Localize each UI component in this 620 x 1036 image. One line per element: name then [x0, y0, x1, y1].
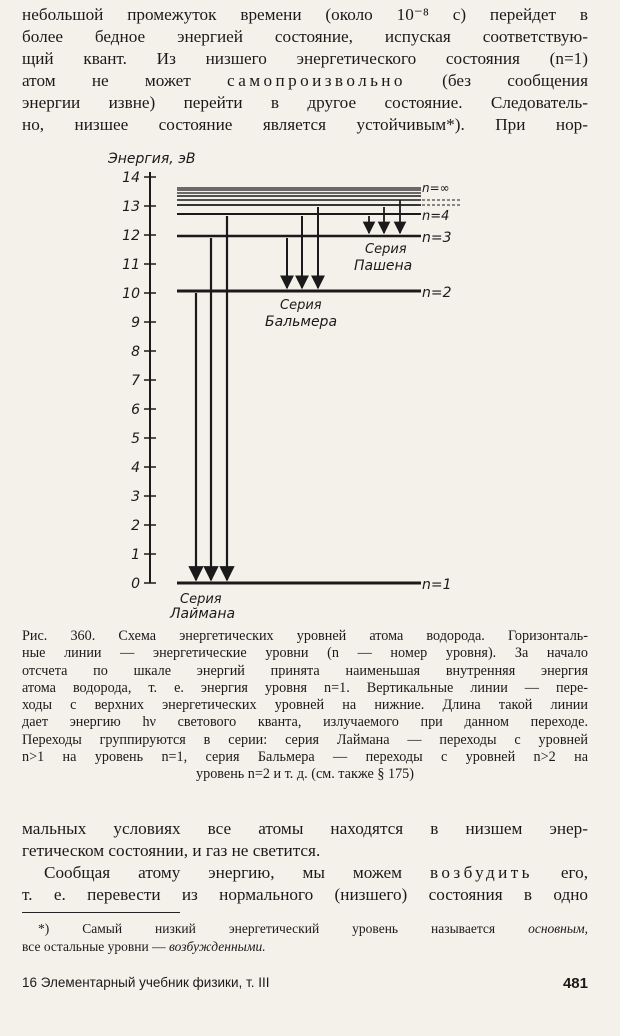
intro-paragraph [22, 4, 588, 136]
axis-tick-label: 11 [122, 257, 140, 273]
body-paragraph [22, 818, 588, 906]
label-n4: n=4 [422, 209, 450, 224]
book-signature: 16 Элементарный учебник физики, т. III [22, 975, 270, 990]
paschen-label-2: Пашена [354, 258, 413, 274]
energy-level-diagram [100, 140, 470, 620]
figure-caption [22, 628, 588, 784]
axis-title: Энергия, эВ [108, 151, 196, 167]
footnote-line-2 [22, 938, 588, 956]
caption-line: Рис. 360. Схема энергетических уровней атома водорода. Горизонталь- [22, 628, 588, 644]
label-n-infinity: n=∞ [422, 181, 450, 195]
intro-line-2: более бедное энергией состояние, испуская соответствую- [22, 27, 588, 46]
caption-line: Переходы группируются в серии: серия Лаймана — переходы с уровней [22, 731, 588, 748]
balmer-label-2: Бальмера [265, 314, 338, 330]
footnote-line-1-a: *) Самый низкий энергетический уровень называется [38, 921, 496, 936]
footnote-line-2-a: все остальные уровни — [22, 939, 166, 954]
lyman-label-1: Серия [180, 592, 222, 607]
footnote [22, 920, 588, 956]
body-line-3-a: Сообщая атому энергию, мы можем [44, 863, 403, 882]
body-line-3 [22, 862, 588, 884]
axis-tick-label: 8 [131, 344, 140, 360]
axis-tick-label: 13 [122, 199, 140, 215]
paschen-label-1: Серия [365, 242, 407, 257]
axis-tick-label: 4 [131, 460, 140, 476]
axis-tick-label: 9 [131, 315, 140, 331]
label-dashes [422, 200, 460, 205]
caption-line: уровень n=2 и т. д. (см. также § 175) [196, 766, 414, 783]
caption-line: дает энергию hν светового кванта, излучаемого при данном переходе. [22, 714, 588, 731]
caption-line: атома водорода, т. е. энергия уровня n=1. Вертикальные линии — пере- [22, 679, 588, 696]
intro-line-4-b: (без сообщения [442, 71, 588, 90]
axis-tick-label: 0 [131, 576, 140, 592]
footnote-emphasis-2: возбужденными. [168, 939, 266, 954]
intro-line-3: щий квант. Из низшего энергетического состояния (n=1) [22, 49, 588, 68]
body-line-1: мальных условиях все атомы находятся в низшем энер- [22, 819, 588, 838]
intro-line-4-a: атом не может [22, 71, 191, 90]
intro-line-5: энергии извне) перейти в другое состояние. Следователь- [22, 93, 588, 112]
balmer-series-arrows [287, 207, 318, 288]
axis-tick-label: 2 [131, 518, 140, 534]
footnote-line-1 [22, 920, 588, 938]
axis-tick-label: 6 [131, 402, 140, 418]
axis-tick-label: 12 [122, 228, 140, 244]
body-line-4: т. е. перевести из нормального (низшего) состояния в одно [22, 885, 588, 904]
intro-line-6: но, низшее состояние является устойчивым*). При нор- [22, 115, 588, 134]
label-n3: n=3 [422, 230, 452, 246]
caption-line: ные линии — энергетические уровни (n — номер уровня). За начало [22, 645, 588, 662]
page-number: 481 [562, 975, 588, 992]
label-n2: n=2 [422, 285, 452, 301]
axis-tick-label: 7 [131, 373, 140, 389]
axis-tick-label: 5 [131, 431, 140, 447]
caption-line: n>1 на уровень n=1, серия Бальмера — переходы с уровней n>2 на [22, 749, 588, 766]
body-spaced-word: возбудить [430, 863, 533, 882]
intro-line-1: небольшой промежуток времени (около 10⁻⁸ с) перейдет в [22, 5, 588, 24]
intro-spaced-word: самопроизвольно [227, 71, 406, 90]
footnote-rule [22, 912, 180, 913]
caption-line: ходы с верхних энергетических уровней на нижние. Длина такой линии [22, 697, 588, 714]
lyman-label-2: Лаймана [170, 606, 236, 620]
intro-line-4 [22, 70, 588, 92]
footnote-emphasis-1: основным, [528, 921, 588, 936]
axis-tick-label: 1 [131, 547, 140, 563]
axis-tick-label: 10 [122, 286, 140, 302]
lyman-series-arrows [196, 216, 227, 580]
label-n1: n=1 [422, 577, 452, 593]
levels-converging-to-ionization [177, 188, 421, 205]
axis-tick-label: 14 [122, 170, 140, 186]
body-line-3-b: его, [560, 863, 588, 882]
body-line-2: гетическом состоянии, и газ не светится. [22, 841, 321, 860]
axis-tick-label: 3 [131, 489, 140, 505]
caption-line: отсчета по шкале энергий принята наименьшая внутренняя энергия [22, 662, 588, 679]
balmer-label-1: Серия [280, 298, 322, 313]
